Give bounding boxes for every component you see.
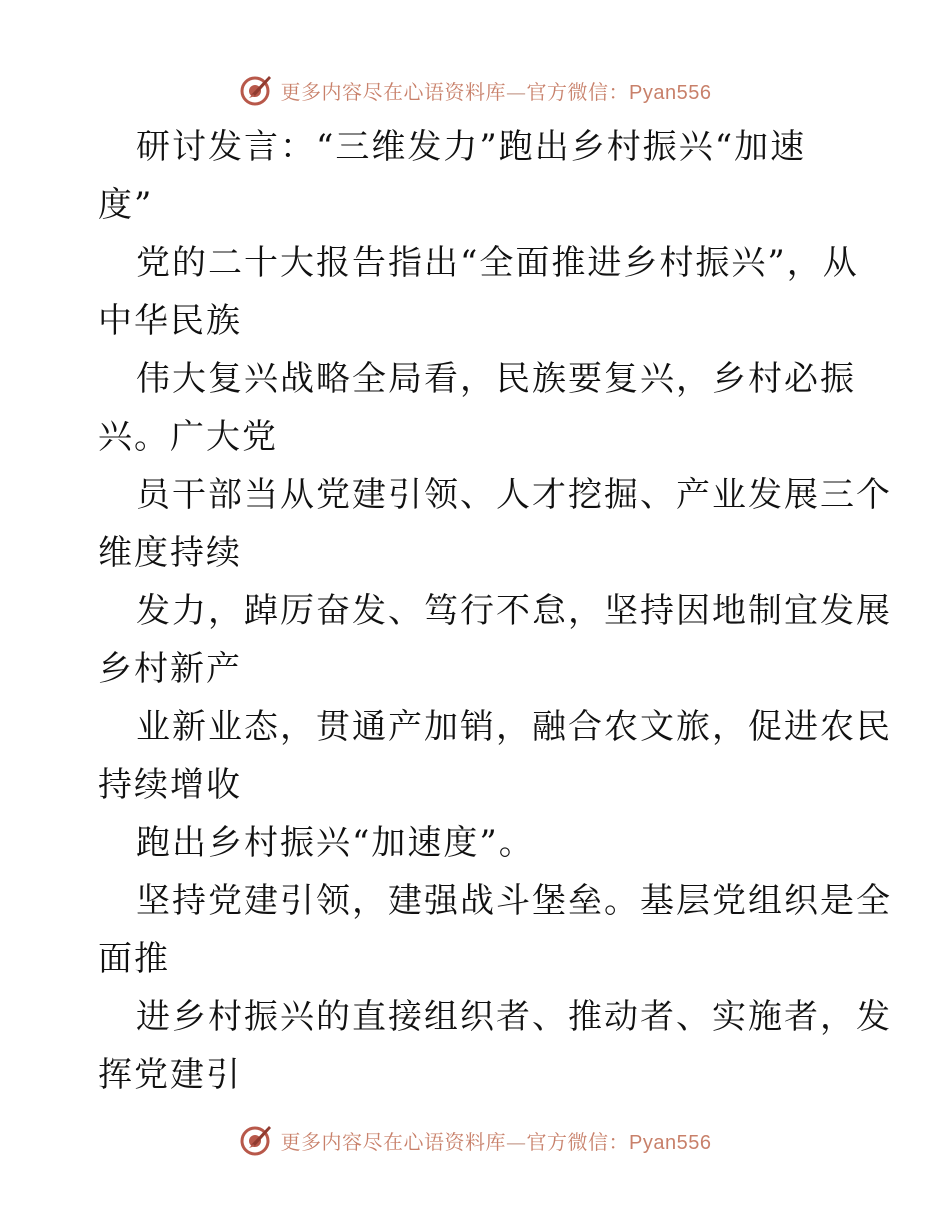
watermark-site-name: 更多内容尽在心语资料库 — [280, 1129, 507, 1154]
quill-pen-circle-icon — [239, 73, 273, 107]
paragraph-line-1: 业新业态，贯通产加销，融合农文旅，促进农民 — [136, 707, 892, 747]
watermark-label: 官方微信： — [526, 1129, 630, 1154]
paragraph — [98, 234, 858, 350]
paragraph — [98, 466, 892, 582]
paragraph-line-1: 伟大复兴战略全局看，民族要复兴，乡村必振 — [136, 359, 856, 399]
paragraph-line-2: 面推 — [98, 939, 170, 979]
paragraph-line-2: 持续增收 — [98, 765, 242, 805]
paragraph-line-2: 中华民族 — [98, 301, 242, 341]
quill-pen-circle-icon — [239, 1123, 273, 1157]
watermark-text — [281, 76, 712, 105]
watermark-separator: — — [506, 1129, 527, 1154]
paragraph-line-2: 维度持续 — [98, 533, 242, 573]
paragraph-line-1: 跑出乡村振兴“加速度”。 — [136, 823, 535, 863]
paragraph — [98, 118, 858, 234]
paragraph — [98, 872, 892, 988]
paragraph — [98, 814, 858, 872]
footer-watermark — [0, 1120, 950, 1160]
paragraph-line-1: 研讨发言：“三维发力”跑出乡村振兴“加速 — [136, 127, 807, 167]
watermark-site-name: 更多内容尽在心语资料库 — [280, 79, 507, 104]
paragraph — [98, 350, 858, 466]
paragraph-line-2: 度” — [98, 185, 154, 225]
paragraph-line-1: 进乡村振兴的直接组织者、推动者、实施者，发 — [136, 997, 892, 1037]
paragraph-line-1: 坚持党建引领，建强战斗堡垒。基层党组织是全 — [136, 881, 892, 921]
watermark-id: Pyan556 — [629, 81, 712, 104]
paragraph-line-2: 兴。广大党 — [98, 417, 278, 457]
watermark-text — [281, 1126, 712, 1155]
watermark-id: Pyan556 — [629, 1131, 712, 1154]
paragraph — [98, 988, 892, 1104]
paragraph — [98, 582, 892, 698]
watermark-separator: — — [506, 79, 527, 104]
paragraph-line-1: 员干部当从党建引领、人才挖掘、产业发展三个 — [136, 475, 892, 515]
watermark-label: 官方微信： — [526, 79, 630, 104]
paragraph — [98, 698, 892, 814]
paragraph-line-2: 挥党建引 — [98, 1055, 242, 1095]
paragraph-line-2: 乡村新产 — [98, 649, 242, 689]
paragraph-line-1: 发力，踔厉奋发、笃行不怠，坚持因地制宜发展 — [136, 591, 892, 631]
paragraph-line-1: 党的二十大报告指出“全面推进乡村振兴”，从 — [136, 243, 859, 283]
document-body — [98, 118, 892, 1104]
header-watermark — [0, 70, 950, 110]
